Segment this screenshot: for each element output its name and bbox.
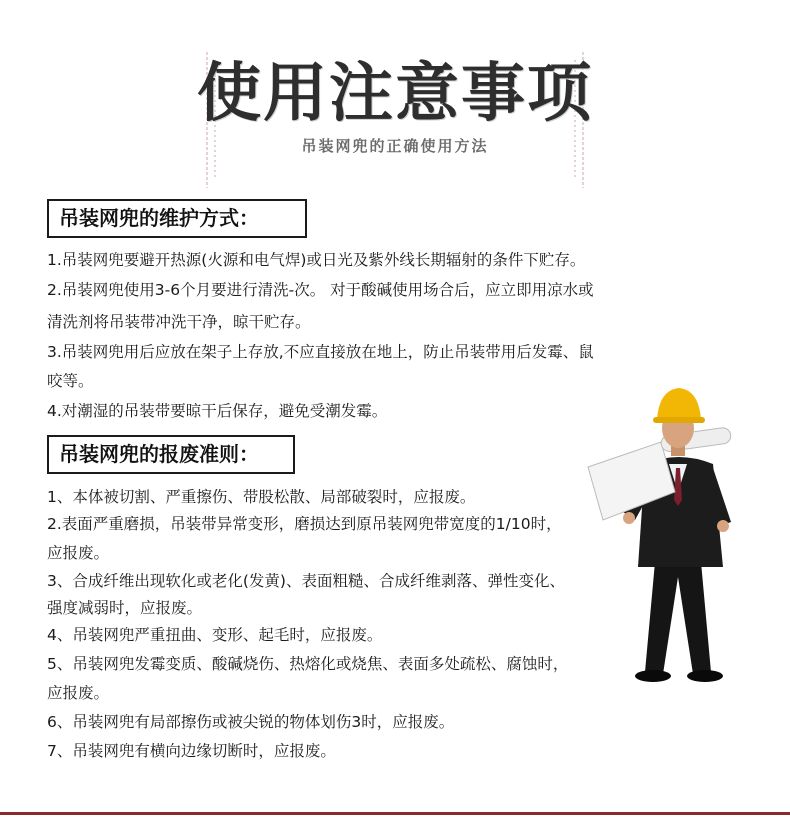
page-subtitle: 吊装网兜的正确使用方法	[301, 137, 489, 155]
maintenance-line-3: 清洗剂将吊装带冲洗干净，晾干贮存。	[47, 313, 311, 331]
scrap-heading: 吊装网兜的报废准则：	[47, 435, 295, 474]
scrap-line-6: 4、吊装网兜严重扭曲、变形、起毛时，应报废。	[47, 626, 383, 644]
maintenance-line-2: 2.吊装网兜使用3-6个月要进行清洗-次。 对于酸碱使用场合后，应立即用凉水或	[47, 281, 594, 299]
scrap-line-10: 7、吊装网兜有横向边缘切断时，应报废。	[47, 742, 336, 760]
scrap-line-8: 应报废。	[47, 684, 110, 702]
scrap-line-7: 5、吊装网兜发霉变质、酸碱烧伤、热熔化或烧焦、表面多处疏松、腐蚀时，	[47, 655, 569, 673]
maintenance-line-4: 3.吊装网兜用后应放在架子上存放,不应直接放在地上，防止吊装带用后发霉、鼠	[47, 343, 594, 361]
maintenance-line-1: 1.吊装网兜要避开热源(火源和电气焊)或日光及紫外线长期辐射的条件下贮存。	[47, 251, 586, 269]
scrap-line-9: 6、吊装网兜有局部擦伤或被尖锐的物体划伤3时，应报废。	[47, 713, 455, 731]
scrap-line-5: 强度减弱时，应报废。	[47, 599, 203, 617]
maintenance-heading: 吊装网兜的维护方式：	[47, 199, 307, 238]
bottom-divider	[0, 812, 790, 815]
maintenance-line-5: 咬等。	[47, 372, 94, 390]
worker-figure-icon	[583, 372, 773, 704]
scrap-line-1: 1、本体被切割、严重擦伤、带股松散、局部破裂时，应报废。	[47, 488, 476, 506]
scrap-line-2: 2.表面严重磨损，吊装带异常变形，磨损达到原吊装网兜带宽度的1/10时，	[47, 515, 562, 533]
maintenance-line-6: 4.对潮湿的吊装带要晾干后保存，避免受潮发霉。	[47, 402, 388, 420]
scrap-line-4: 3、合成纤维出现软化或老化(发黄)、表面粗糙、合成纤维剥落、弹性变化、	[47, 572, 565, 590]
scrap-line-3: 应报废。	[47, 544, 110, 562]
page-title: 使用注意事项	[197, 57, 593, 131]
